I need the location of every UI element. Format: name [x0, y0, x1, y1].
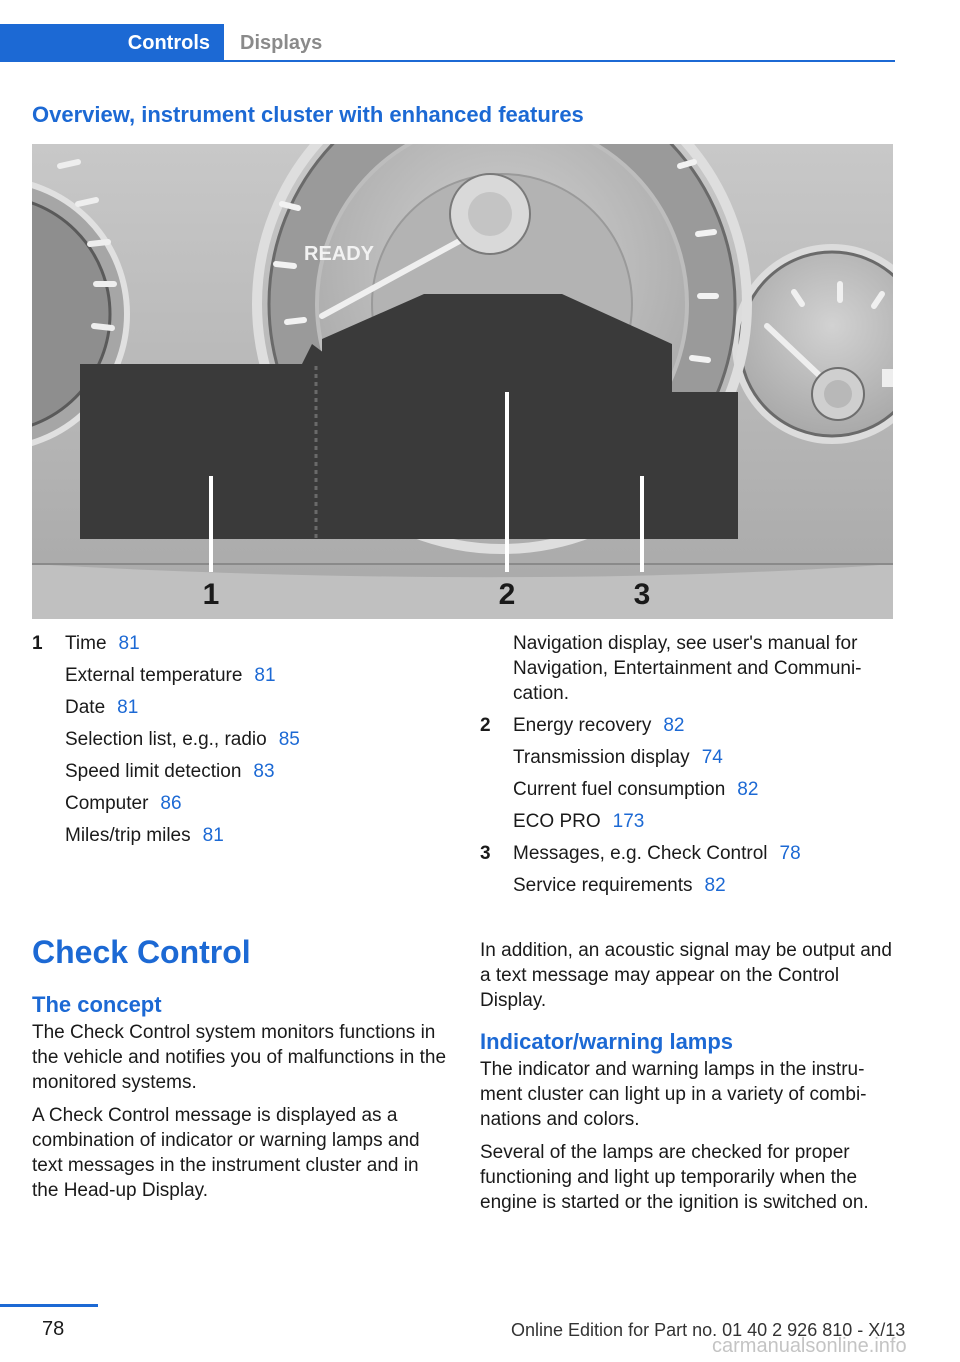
legend-item: Service requirements 82	[513, 875, 726, 896]
page-link[interactable]: 85	[278, 729, 300, 750]
page-link[interactable]: 74	[701, 747, 723, 768]
legend-right	[480, 628, 895, 902]
ready-label: READY	[304, 243, 375, 265]
page-link[interactable]: 82	[704, 875, 726, 896]
callout-1: 1	[202, 578, 220, 611]
page-link[interactable]: 78	[779, 843, 801, 864]
acoustic-paragraph: In addition, an acoustic signal may be output and a text message may appear on the Control Display.	[480, 940, 892, 1011]
legend-item: Miles/trip miles 81	[65, 825, 224, 846]
lamps-column	[480, 938, 900, 1215]
legend-number: 1	[32, 633, 43, 654]
page-link[interactable]: 82	[663, 715, 685, 736]
tab-displays[interactable]: Displays	[240, 32, 323, 54]
lamps-paragraph-2: Several of the lamps are checked for proper functioning and light up temporarily when the engine is started or the ignition is switched on.	[480, 1142, 869, 1213]
callout-3: 3	[633, 578, 651, 611]
check-control-heading: Check Control	[32, 934, 251, 970]
page-link[interactable]: 173	[612, 811, 645, 832]
legend-group-2	[480, 710, 895, 838]
legend-item: Current fuel consumption 82	[513, 779, 759, 800]
legend-item: Computer 86	[65, 793, 182, 814]
legend-number: 3	[480, 843, 491, 864]
legend-item: Transmission display 74	[513, 747, 723, 768]
concept-column	[32, 990, 447, 1203]
watermark: carmanualsonline.info	[712, 1335, 907, 1357]
lamps-heading: Indicator/warning lamps	[480, 1029, 734, 1054]
concept-paragraph-1: The Check Control system monitors functions in the vehicle and notifies you of malfunctions in the monitored systems.	[32, 1022, 447, 1093]
lamps-paragraph-1: The indicator and warning lamps in the instru-ment cluster can light up in a variety of combi-nations and colors.	[480, 1059, 867, 1130]
footer-rule	[0, 1304, 98, 1307]
legend-number: 2	[480, 715, 491, 736]
legend-item: Speed limit detection 83	[65, 761, 275, 782]
legend-group-1	[32, 628, 442, 852]
page-link[interactable]: 86	[160, 793, 182, 814]
page-link[interactable]: 81	[118, 633, 140, 654]
legend-item: Date 81	[65, 697, 139, 718]
legend-item: ECO PRO 173	[513, 811, 645, 832]
page-link[interactable]: 81	[117, 697, 139, 718]
legend-group-3	[480, 838, 895, 902]
concept-heading: The concept	[32, 992, 162, 1017]
section-title: Overview, instrument cluster with enhanced features	[32, 102, 584, 127]
page-link[interactable]: 82	[737, 779, 759, 800]
page-link[interactable]: 83	[253, 761, 275, 782]
legend-item: Selection list, e.g., radio 85	[65, 729, 300, 750]
page-link[interactable]: 81	[202, 825, 224, 846]
tab-controls[interactable]: Controls	[0, 24, 224, 62]
instrument-cluster-figure	[32, 144, 893, 619]
edition-text: Online Edition for Part no. 01 40 2 926 810 - X/13	[511, 1320, 906, 1340]
concept-paragraph-2: A Check Control message is displayed as a combination of indicator or warning lamps and text messages in the instrument cluster and in the Head-up Display.	[32, 1105, 420, 1201]
instrument-cluster-illustration	[32, 144, 893, 619]
callout-2: 2	[498, 578, 516, 611]
legend-item: Energy recovery 82	[513, 715, 685, 736]
header-tabbar	[0, 24, 895, 62]
navigation-note: Navigation display, see user's manual for Navigation, Entertainment and Communi-cation.	[513, 633, 862, 704]
page-number: 78	[42, 1318, 65, 1340]
legend-item: Messages, e.g. Check Control 78	[513, 843, 801, 864]
legend-item: Time 81	[65, 633, 140, 654]
legend-item: External temperature 81	[65, 665, 276, 686]
legend-left	[32, 628, 442, 852]
page-link[interactable]: 81	[254, 665, 276, 686]
